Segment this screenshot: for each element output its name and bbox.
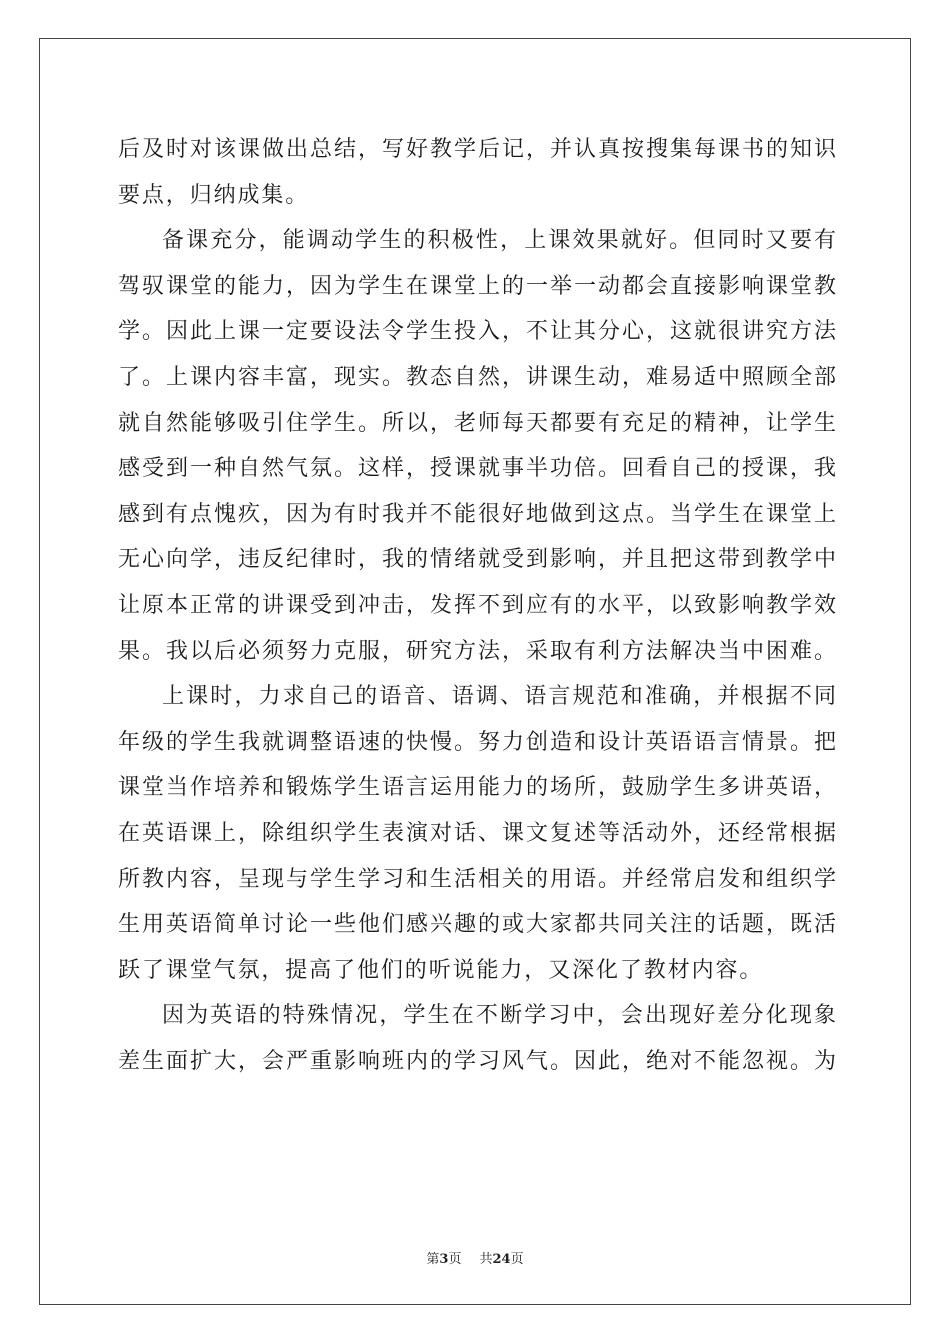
paragraph-first-line: 上课时，力求自己的语音、语调、语言规范和准确，并根据不同 xyxy=(162,684,836,710)
text-line: 生用英语简单讨论一些他们感兴趣的或大家都共同关注的话题，既活 xyxy=(118,912,836,938)
text-line: 后及时对该课做出总结，写好教学后记，并认真按搜集每课书的知识 xyxy=(118,137,836,162)
page-suffix: 页 xyxy=(448,1252,462,1267)
total-pages: 24 xyxy=(492,1252,511,1267)
total-suffix: 页 xyxy=(510,1252,524,1267)
document-body xyxy=(118,127,836,1084)
text-line: 年级的学生我就调整语速的快慢。努力创造和设计英语语言情景。把 xyxy=(118,729,836,755)
text-line: 驾驭课堂的能力，因为学生在课堂上的一举一动都会直接影响课堂教 xyxy=(118,273,836,299)
text-line: 所教内容，呈现与学生学习和生活相关的用语。并经常启发和组织学 xyxy=(118,866,836,892)
page-number: 3 xyxy=(439,1252,449,1267)
page-footer xyxy=(0,1248,950,1267)
text-line: 了。上课内容丰富，现实。教态自然，讲课生动，难易适中照顾全部 xyxy=(118,364,836,390)
text-line: 课堂当作培养和锻炼学生语言运用能力的场所，鼓励学生多讲英语， xyxy=(118,775,836,801)
paragraph-first-line: 因为英语的特殊情况，学生在不断学习中，会出现好差分化现象 xyxy=(162,1003,836,1029)
text-line: 让原本正常的讲课受到冲击，发挥不到应有的水平，以致影响教学效 xyxy=(118,592,836,618)
page-prefix: 第 xyxy=(426,1252,440,1267)
text-line: 就自然能够吸引住学生。所以，老师每天都要有充足的精神，让学生 xyxy=(118,410,836,436)
text-line: 果。我以后必须努力克服，研究方法，采取有利方法解决当中困难。 xyxy=(118,638,836,664)
text-line: 学。因此上课一定要设法令学生投入，不让其分心，这就很讲究方法 xyxy=(118,319,836,345)
paragraph-first-line: 备课充分，能调动学生的积极性，上课效果就好。但同时又要有 xyxy=(162,228,836,254)
text-line: 要点，归纳成集。 xyxy=(118,182,310,208)
text-line: 跃了课堂气氛，提高了他们的听说能力，又深化了教材内容。 xyxy=(118,957,764,983)
text-line: 在英语课上，除组织学生表演对话、课文复述等活动外，还经常根据 xyxy=(118,820,836,846)
total-prefix: 共 xyxy=(479,1252,493,1267)
text-line: 差生面扩大，会严重影响班内的学习风气。因此，绝对不能忽视。为 xyxy=(118,1048,836,1074)
text-line: 感受到一种自然气氛。这样，授课就事半功倍。回看自己的授课，我 xyxy=(118,456,836,482)
text-line: 无心向学，违反纪律时，我的情绪就受到影响，并且把这带到教学中 xyxy=(118,547,836,573)
text-line: 感到有点愧疚，因为有时我并不能很好地做到这点。当学生在课堂上 xyxy=(118,501,836,527)
